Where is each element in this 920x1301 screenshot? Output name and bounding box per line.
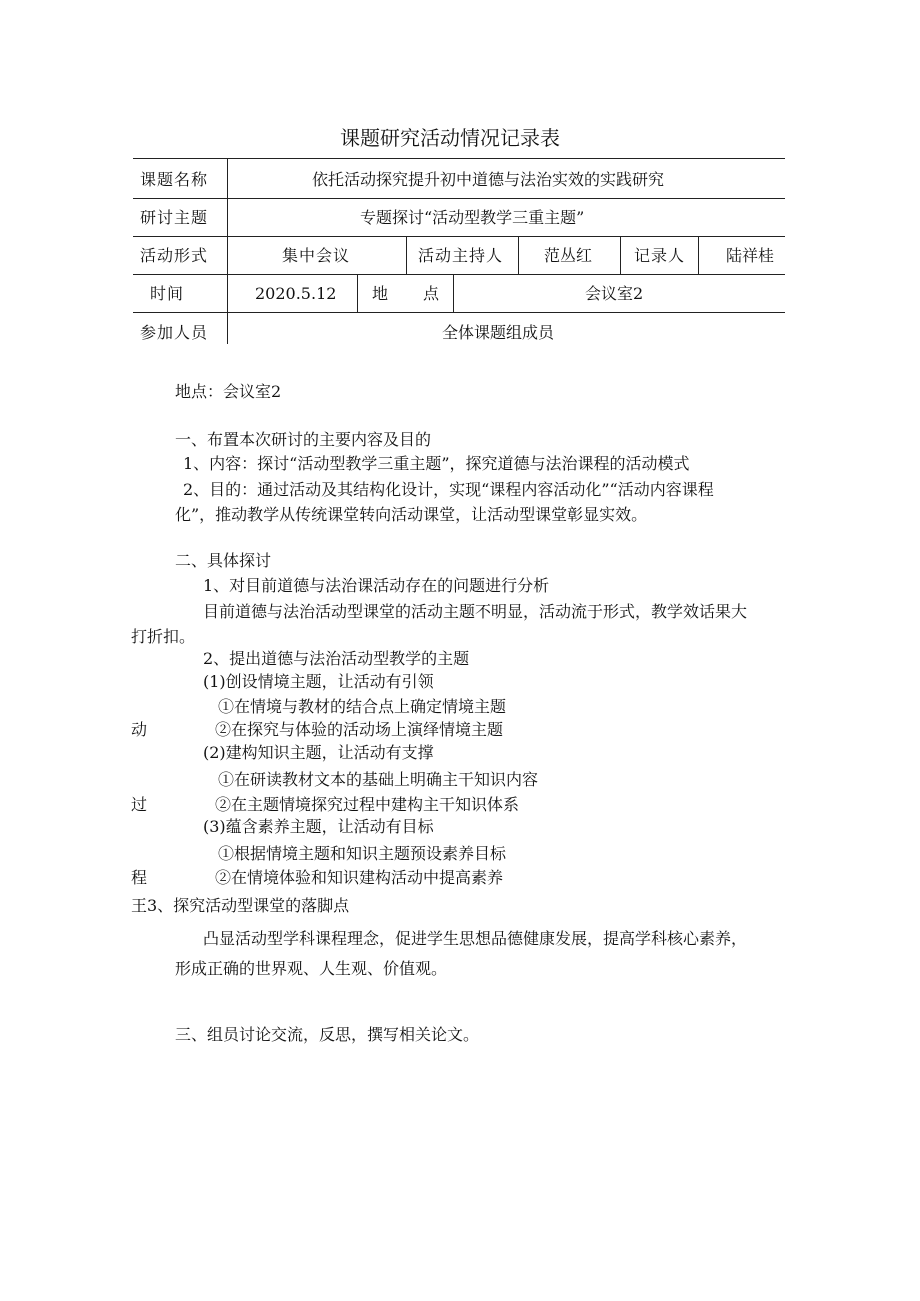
form-label: 活动形式 xyxy=(140,246,209,265)
subtopic-2-item-b: ②在主题情境探究过程中建构主干知识体系 xyxy=(215,795,520,814)
table-divider xyxy=(518,236,519,274)
host-value: 范丛红 xyxy=(544,246,593,265)
margin-char-guo: 过 xyxy=(131,795,148,814)
section-2-point-3-line-2: 形成正确的世界观、人生观、价值观。 xyxy=(175,959,448,978)
table-divider xyxy=(453,274,454,312)
topic-value: 依托活动探究提升初中道德与法治实效的实践研究 xyxy=(312,170,665,189)
place-value: 会议室2 xyxy=(585,284,644,303)
margin-char-cheng: 程 xyxy=(131,868,148,887)
topic-label: 课题名称 xyxy=(140,170,209,189)
table-divider xyxy=(357,274,358,312)
section-1-item-2-line-1: 2、目的：通过活动及其结构化设计，实现“课程内容活动化”“活动内容课程 xyxy=(183,480,714,499)
table-rule xyxy=(133,312,785,313)
location-line: 地点：会议室2 xyxy=(175,382,282,401)
subtopic-1-item-a: ①在情境与教材的结合点上确定情境主题 xyxy=(218,697,507,716)
subtopic-3-item-b: ②在情境体验和知识建构活动中提高素养 xyxy=(215,868,504,887)
table-divider xyxy=(227,158,228,344)
section-2-point-1-text-line-1: 目前道德与法治活动型课堂的活动主题不明显，活动流于形式，教学效话果大 xyxy=(203,602,748,621)
time-value: 2020.5.12 xyxy=(255,284,337,303)
section-1-item-2-line-2: 化”，推动教学从传统课堂转向活动课堂，让活动型课堂彰显实效。 xyxy=(175,505,648,524)
subtopic-2-item-a: ①在研读教材文本的基础上明确主干知识内容 xyxy=(218,770,539,789)
section-2-title: 二、具体探讨 xyxy=(175,551,272,570)
section-2-point-1-title: 1、对目前道德与法治课活动存在的问题进行分析 xyxy=(203,576,550,595)
section-3: 三、组员讨论交流，反思，撰写相关论文。 xyxy=(175,1025,480,1044)
table-divider xyxy=(620,236,621,274)
table-rule xyxy=(133,236,785,237)
margin-char-dong: 动 xyxy=(131,720,148,739)
place-label: 地 点 xyxy=(372,284,441,303)
section-2-point-3-line-1: 凸显活动型学科课程理念，促进学生思想品德健康发展，提高学科核心素养， xyxy=(203,929,748,948)
table-divider xyxy=(406,236,407,274)
participants-value: 全体课题组成员 xyxy=(442,323,555,342)
theme-label: 研讨主题 xyxy=(140,208,209,227)
recorder-label: 记录人 xyxy=(634,246,686,265)
table-rule xyxy=(133,158,785,159)
form-value: 集中会议 xyxy=(282,246,351,265)
subtopic-2-title: (2)建构知识主题，让活动有支撑 xyxy=(203,743,434,762)
section-1-item-1: 1、内容：探讨“活动型教学三重主题”，探究道德与法治课程的活动模式 xyxy=(183,454,690,473)
page-title: 课题研究活动情况记录表 xyxy=(340,126,560,150)
subtopic-1-title: (1)创设情境主题，让活动有引领 xyxy=(203,672,434,691)
section-2-point-3-title: 王3、探究活动型课堂的落脚点 xyxy=(131,896,350,915)
time-label: 时间 xyxy=(150,284,185,303)
host-label: 活动主持人 xyxy=(418,246,504,265)
table-rule xyxy=(133,198,785,199)
recorder-value: 陆祥桂 xyxy=(726,246,775,265)
table-divider xyxy=(698,236,699,274)
table-rule xyxy=(133,274,785,275)
section-2-point-1-text-line-2: 打折扣。 xyxy=(131,627,196,646)
subtopic-3-item-a: ①根据情境主题和知识主题预设素养目标 xyxy=(218,844,507,863)
participants-label: 参加人员 xyxy=(140,323,209,342)
subtopic-3-title: (3)蕴含素养主题，让活动有目标 xyxy=(203,817,434,836)
section-2-point-2-title: 2、提出道德与法治活动型教学的主题 xyxy=(203,649,470,668)
section-1-title: 一、布置本次研讨的主要内容及目的 xyxy=(175,430,432,449)
subtopic-1-item-b: ②在探究与体验的活动场上演绎情境主题 xyxy=(215,720,504,739)
theme-value: 专题探讨“活动型教学三重主题” xyxy=(360,208,585,227)
